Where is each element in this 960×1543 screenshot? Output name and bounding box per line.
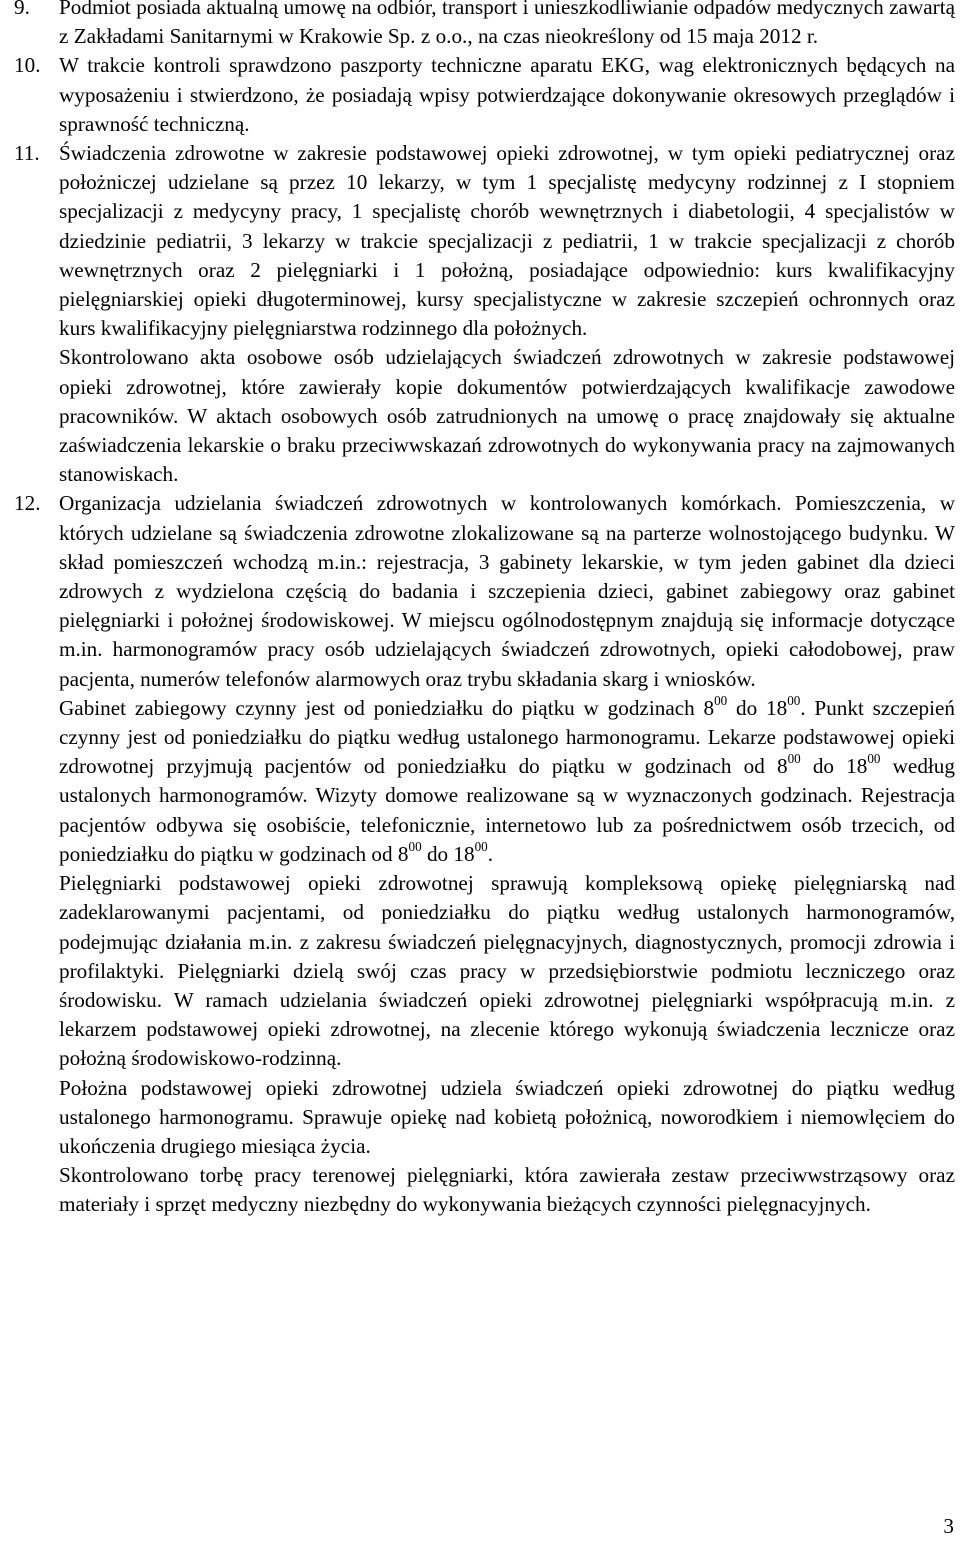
- list-item-paragraph: Skontrolowano torbę pracy terenowej pielęgniarki, która zawierała zestaw przeciwwstrząsowy oraz materiały i sprzęt medyczny niezbędny do wykonywania bieżących czynności pielęgnacyjnych.: [59, 1163, 955, 1217]
- text-run: według ustalonych harmonogramów. Wizyty domowe realizowane są w wyznaczonych godzinach. Rejestracja pacjentów odbywa się osobiście, telefonicznie, internetowo lub za pośrednictwem osób trzecich, od poniedziałku do piątku w godzinach od 8: [59, 754, 955, 866]
- list-item-paragraph: Pielęgniarki podstawowej opieki zdrowotnej sprawują kompleksową opiekę pielęgniarską nad zadeklarowanymi pacjentami, od poniedziałku do piątku według ustalonych harmonogramów, podejmując działania m.in. z zakresu świadczeń pielęgnacyjnych, diagnostycznych, promocji zdrowia i profilaktyki. Pielęgniarki dzielą swój czas pracy w przedsiębiorstwie podmiotu leczniczego oraz środowisku. W ramach udzielania świadczeń opieki zdrowotnej pielęgniarki współpracują m.in. z lekarzem podstawowej opieki zdrowotnej, na zlecenie którego wykonują świadczenia lecznicze oraz położną środowiskowo-rodzinną.: [59, 871, 955, 1071]
- superscript-minutes: 00: [787, 692, 801, 708]
- list-item-number: 9.: [14, 0, 30, 19]
- list-item-number: 12.: [14, 491, 41, 516]
- list-item-paragraph: Położna podstawowej opieki zdrowotnej udziela świadczeń opieki zdrowotnej do piątku według ustalonego harmonogramu. Sprawuje opiekę nad kobietą położnicą, noworodkiem i niemowlęciem do ukończenia drugiego miesiąca życia.: [59, 1075, 955, 1158]
- text-run: do 18: [421, 841, 475, 866]
- opening-hours-paragraph: [59, 694, 955, 869]
- list-item-paragraph: Podmiot posiada aktualną umowę na odbiór, transport i unieszkodliwianie odpadów medycznych zawartą z Zakładami Sanitarnymi w Krakowie Sp. z o.o., na czas nieokreślony od 15 maja 2012 r.: [59, 0, 955, 49]
- list-item-number: 10.: [14, 53, 41, 78]
- superscript-minutes: 00: [714, 692, 728, 708]
- text-run: Gabinet zabiegowy czynny jest od poniedziałku do piątku w godzinach 8: [59, 695, 715, 720]
- text-run: do 18: [800, 754, 868, 779]
- list-item-paragraph: Świadczenia zdrowotne w zakresie podstawowej opieki zdrowotnej, w tym opieki pediatrycznej oraz położniczej udzielane są przez 10 lekarzy, w tym 1 specjalistę medycyny rodzinnej z I stopniem specjalizacji z medycyny pracy, 1 specjalistę chorób wewnętrznych i diabetologii, 4 specjalistów w dziedzinie pediatrii, 3 lekarzy w trakcie specjalizacji z pediatrii, 1 w trakcie specjalizacji z chorób wewnętrznych oraz 2 pielęgniarki i 1 położną, posiadające odpowiednio: kurs kwalifikacyjny pielęgniarskiej opieki długoterminowej, kursy specjalistyczne w zakresie szczepień ochronnych oraz kurs kwalifikacyjny pielęgniarstwa rodzinnego dla położnych.: [59, 141, 955, 341]
- list-item-paragraph: Organizacja udzielania świadczeń zdrowotnych w kontrolowanych komórkach. Pomieszczenia, w których udzielane są świadczenia zdrowotne zlokalizowane są na parterze wolnostojącego budynku. W skład pomieszczeń wchodzą m.in.: rejestracja, 3 gabinety lekarskie, w tym jeden gabinet dla dzieci zdrowych z wydzielona częścią do badania i szczepienia dzieci, gabinet zabiegowy oraz gabinet pielęgniarki i położnej środowiskowej. W miejscu ogólnodostępnym znajdują się informacje dotyczące m.in. harmonogramów pracy osób udzielających świadczeń zdrowotnych, opieki całodobowej, praw pacjenta, numerów telefonów alarmowych oraz trybu składania skarg i wniosków.: [59, 491, 955, 691]
- text-run: do 18: [727, 695, 788, 720]
- list-item-paragraph: W trakcie kontroli sprawdzono paszporty techniczne aparatu EKG, wag elektronicznych będących na wyposażeniu i stwierdzono, że posiadają wpisy potwierdzające dokonywanie okresowych przeglądów i sprawność techniczną.: [59, 53, 955, 136]
- text-run: .: [487, 841, 494, 866]
- superscript-minutes: 00: [474, 838, 488, 854]
- document-body: [14, 0, 955, 1220]
- list-item-number: 11.: [14, 141, 40, 166]
- superscript-minutes: 00: [408, 838, 422, 854]
- list-item-11: [14, 139, 955, 489]
- superscript-minutes: 00: [787, 751, 801, 767]
- page-number: 3: [943, 1514, 954, 1538]
- list-item-paragraph: Skontrolowano akta osobowe osób udzielających świadczeń zdrowotnych w zakresie podstawowej opieki zdrowotnej, które zawierały kopie dokumentów potwierdzających kwalifikacje zawodowe pracowników. W aktach osobowych osób zatrudnionych na umowę o pracę znajdowały się aktualne zaświadczenia lekarskie o braku przeciwwskazań zdrowotnych do wykonywania pracy na zajmowanych stanowiskach.: [59, 345, 955, 487]
- superscript-minutes: 00: [867, 751, 881, 767]
- list-item-10: [14, 51, 955, 139]
- list-item-9: [14, 0, 955, 51]
- list-item-12: [14, 489, 955, 1219]
- text-run: . Punkt szczepień czynny jest od poniedziałku do piątku według ustalonego harmonogramu. Lekarze podstawowej opieki zdrowotnej przyjmują pacjentów od poniedziałku do piątku w godzinach od 8: [59, 695, 956, 779]
